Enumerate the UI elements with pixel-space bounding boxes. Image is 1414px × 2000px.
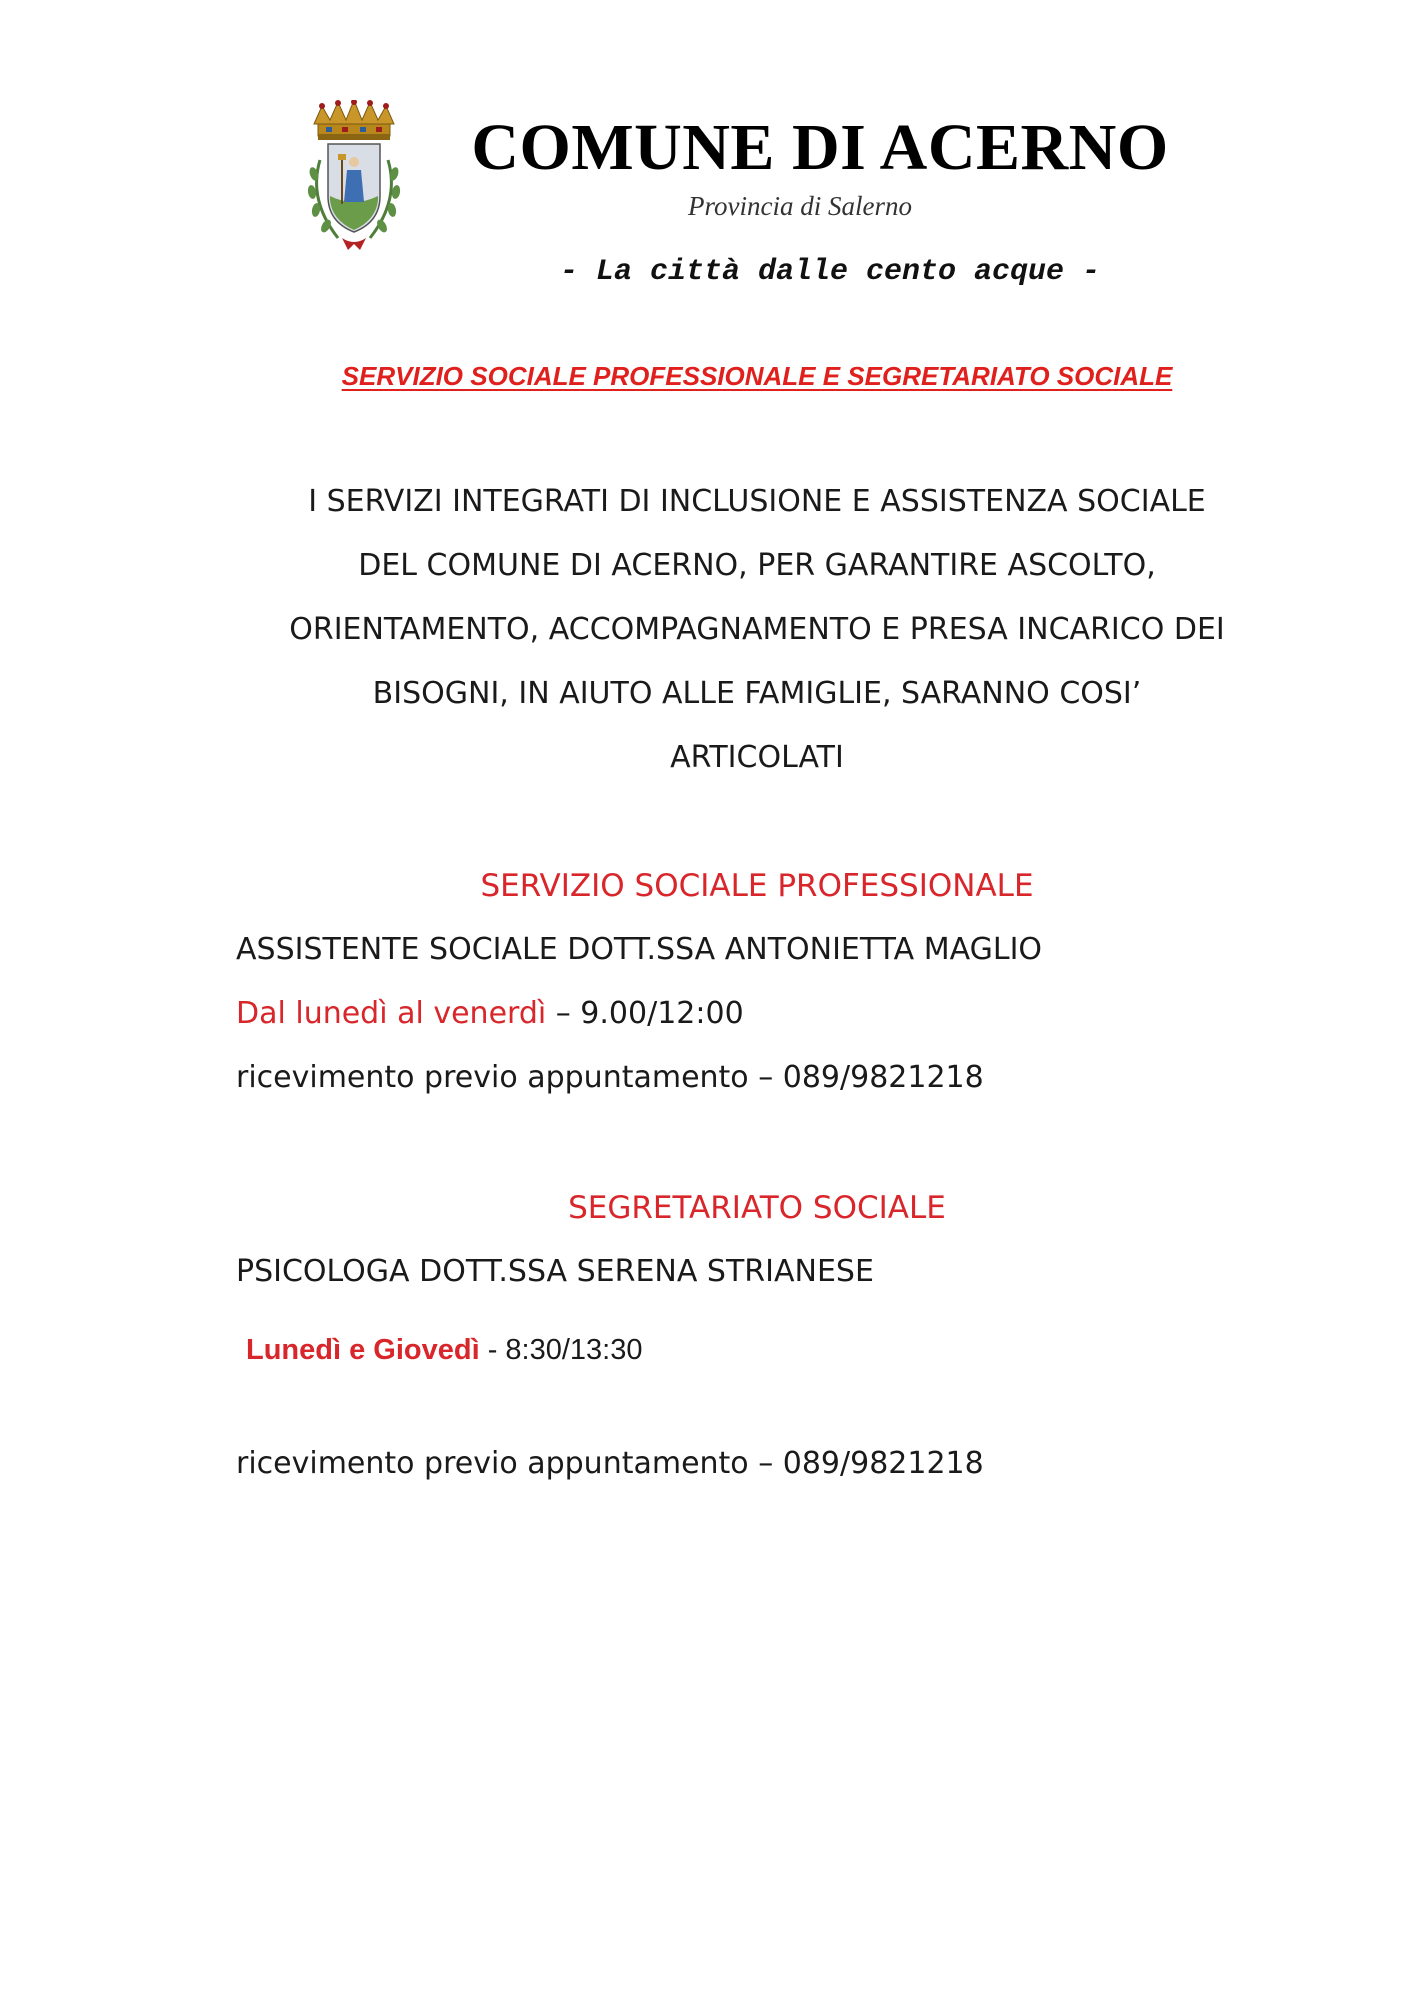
schedule-hours: – 9.00/12:00 xyxy=(546,996,744,1031)
intro-line: ARTICOLATI xyxy=(670,740,844,775)
section-person: ASSISTENTE SOCIALE DOTT.SSA ANTONIETTA MAGLIO xyxy=(236,932,1043,967)
coat-of-arms-icon xyxy=(298,100,410,252)
section-title-segretariato: SEGRETARIATO SOCIALE xyxy=(568,1190,946,1226)
intro-paragraph xyxy=(200,470,1314,790)
schedule-days: Lunedì e Giovedì xyxy=(246,1334,480,1366)
intro-line: I SERVIZI INTEGRATI DI INCLUSIONE E ASSISTENZA SOCIALE xyxy=(308,484,1206,519)
page-title: COMUNE DI ACERNO xyxy=(471,111,1169,184)
schedule-hours: - 8:30/13:30 xyxy=(479,1334,643,1366)
section-appointment: ricevimento previo appuntamento – 089/9821218 xyxy=(236,1060,984,1095)
city-motto: - La città dalle cento acque - xyxy=(559,255,1101,289)
office-heading: SERVIZIO SOCIALE PROFESSIONALE E SEGRETARIATO SOCIALE xyxy=(341,361,1173,391)
section-schedule xyxy=(236,994,1336,1034)
section-schedule xyxy=(246,1330,1346,1370)
section-person: PSICOLOGA DOTT.SSA SERENA STRIANESE xyxy=(236,1254,874,1289)
intro-line: DEL COMUNE DI ACERNO, PER GARANTIRE ASCOLTO, xyxy=(358,548,1156,583)
intro-line: BISOGNI, IN AIUTO ALLE FAMIGLIE, SARANNO COSI’ xyxy=(372,676,1142,711)
province-subtitle: Provincia di Salerno xyxy=(688,191,912,221)
intro-line: ORIENTAMENTO, ACCOMPAGNAMENTO E PRESA INCARICO DEI xyxy=(289,612,1225,647)
schedule-days: Dal lunedì al venerdì xyxy=(236,996,547,1031)
section-title-servizio-sociale: SERVIZIO SOCIALE PROFESSIONALE xyxy=(480,868,1034,904)
section-appointment: ricevimento previo appuntamento – 089/9821218 xyxy=(236,1446,984,1481)
